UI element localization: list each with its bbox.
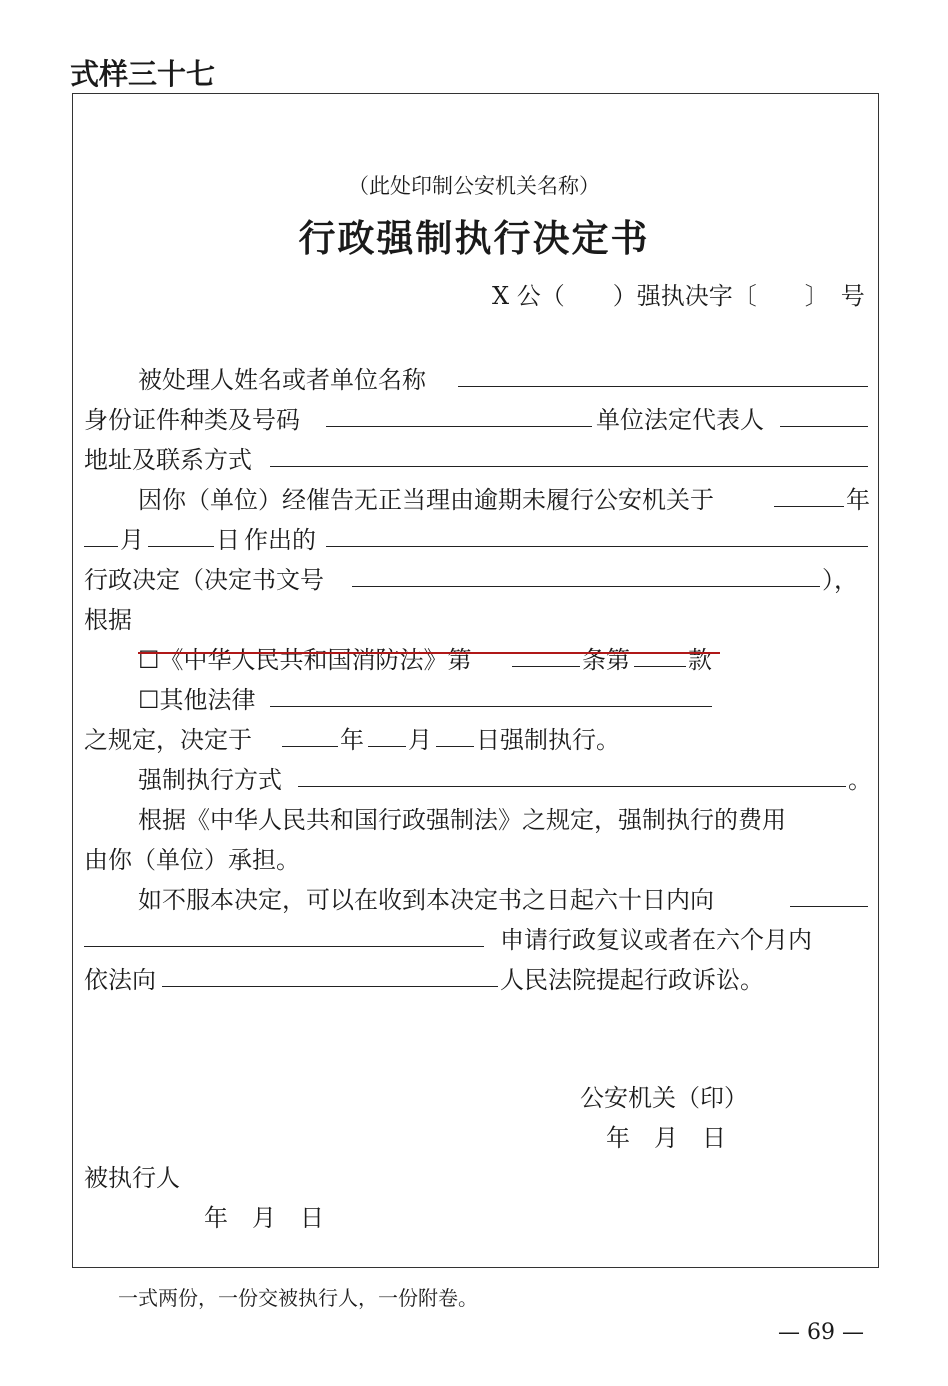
fire-law-option[interactable]: ☐《中华人民共和国消防法》第 <box>138 646 472 674</box>
legal-rep-label: 单位法定代表人 <box>596 406 764 434</box>
year-text: 年 <box>846 486 870 514</box>
id-label: 身份证件种类及号码 <box>84 406 300 434</box>
enforce-day-blank[interactable] <box>436 746 474 747</box>
fire-law-article-blank[interactable] <box>512 666 580 667</box>
agency-name-placeholder: （此处印制公安机关名称） <box>348 174 600 198</box>
authority-seal: 公安机关（印） <box>580 1084 748 1112</box>
executee-date: 年 月 日 <box>204 1204 324 1232</box>
decision-number-label: 行政决定（决定书文号 <box>84 566 324 594</box>
form-label: 式样三十七 <box>70 57 216 91</box>
decision-content-blank[interactable] <box>326 546 868 547</box>
day-text: 日 <box>216 526 240 554</box>
decision-number-blank[interactable] <box>352 586 820 587</box>
address-label: 地址及联系方式 <box>84 446 252 474</box>
made-text: 作出的 <box>244 526 316 554</box>
enforce-month-text: 月 <box>408 726 432 754</box>
decision-month-blank[interactable] <box>84 546 118 547</box>
cost-paragraph-line1: 根据《中华人民共和国行政强制法》之规定，强制执行的费用 <box>138 806 786 834</box>
article-text: 条第 <box>582 646 630 674</box>
enforcement-method-label: 强制执行方式 <box>138 766 282 794</box>
clause-text: 款 <box>688 646 712 674</box>
decision-year-blank[interactable] <box>774 506 844 507</box>
legal-rep-blank[interactable] <box>780 426 868 427</box>
footnote: 一式两份，一份交被执行人，一份附卷。 <box>118 1286 478 1310</box>
review-agency-blank-1[interactable] <box>790 906 868 907</box>
enforcement-method-blank[interactable] <box>298 786 846 787</box>
decision-day-blank[interactable] <box>148 546 214 547</box>
other-law-blank[interactable] <box>270 706 712 707</box>
cost-paragraph-line2: 由你（单位）承担。 <box>84 846 300 874</box>
review-agency-blank-2[interactable] <box>84 946 484 947</box>
appeal-line3-end: 人民法院提起行政诉讼。 <box>500 966 764 994</box>
basis-text: 根据 <box>84 606 132 634</box>
executee-label: 被执行人 <box>84 1164 180 1192</box>
page-number: — 69 — <box>778 1320 864 1345</box>
strike-through-line <box>138 652 720 654</box>
paragraph-overdue-start: 因你（单位）经催告无正当理由逾期未履行公安机关于 <box>138 486 714 514</box>
appeal-line2: 申请行政复议或者在六个月内 <box>500 926 812 954</box>
provision-text: 之规定，决定于 <box>84 726 252 754</box>
month-text: 月 <box>120 526 144 554</box>
decision-number-close: ）， <box>822 566 858 594</box>
fire-law-clause-blank[interactable] <box>634 666 686 667</box>
document-title: 行政强制执行决定书 <box>298 216 650 260</box>
document-number: X 公（ ）强执决字〔 〕 号 <box>492 282 865 310</box>
name-label: 被处理人姓名或者单位名称 <box>138 366 426 394</box>
authority-date: 年 月 日 <box>606 1124 726 1152</box>
appeal-line1: 如不服本决定，可以在收到本决定书之日起六十日内向 <box>138 886 714 914</box>
method-period: 。 <box>848 766 872 794</box>
court-blank[interactable] <box>162 986 498 987</box>
name-blank[interactable] <box>458 386 868 387</box>
enforce-year-text: 年 <box>340 726 364 754</box>
enforce-tail-text: 日强制执行。 <box>476 726 620 754</box>
other-law-option[interactable]: ☐其他法律 <box>138 686 256 714</box>
appeal-line3-start: 依法向 <box>84 966 156 994</box>
enforce-year-blank[interactable] <box>282 746 338 747</box>
address-blank[interactable] <box>270 466 868 467</box>
enforce-month-blank[interactable] <box>368 746 406 747</box>
id-blank[interactable] <box>326 426 592 427</box>
